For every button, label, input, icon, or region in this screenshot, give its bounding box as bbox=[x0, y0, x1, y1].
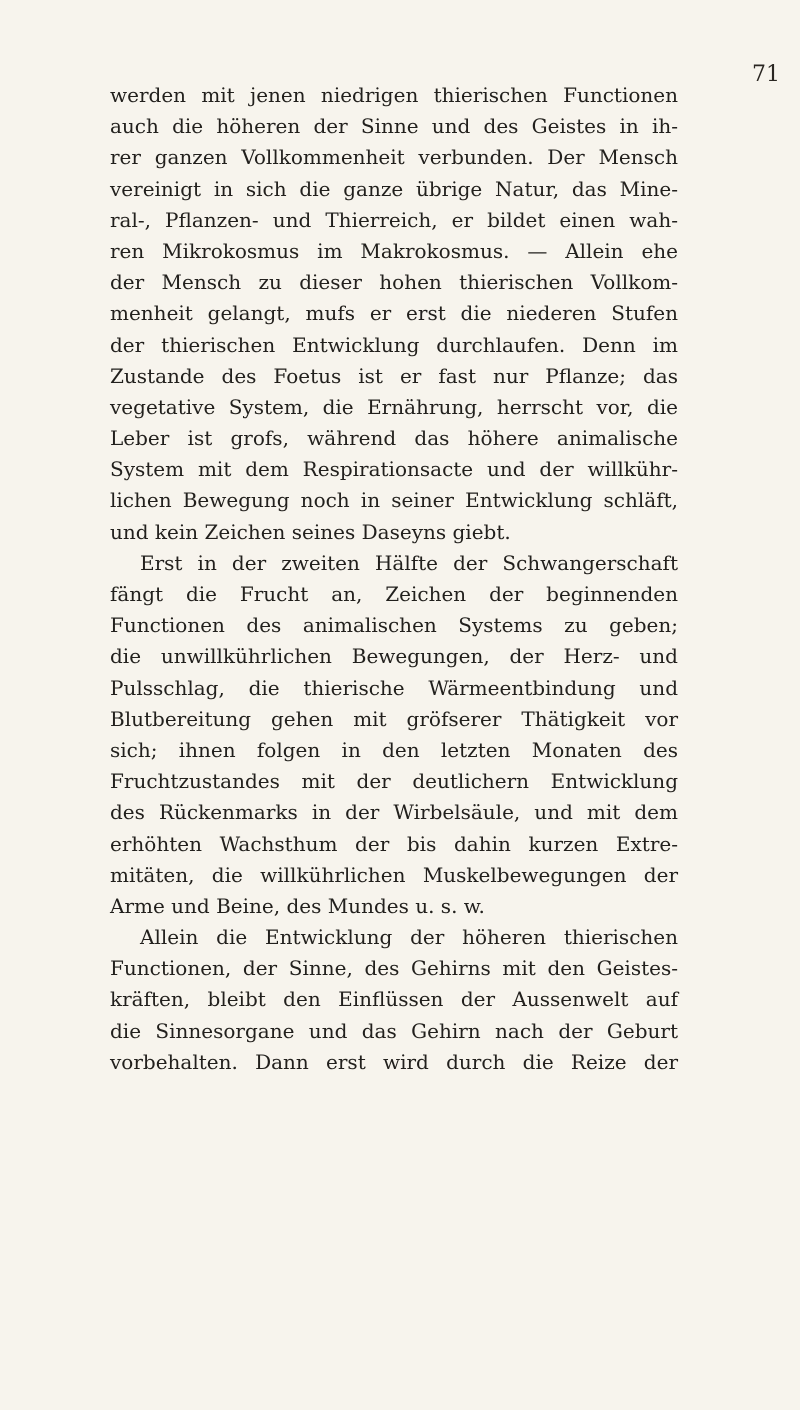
text-line: Erst in der zweiten Hälfte der Schwangerschaft bbox=[140, 550, 678, 575]
text-line: ral-, Pflanzen- und Thierreich, er bildet einen wah- bbox=[110, 207, 678, 232]
paragraph bbox=[110, 922, 678, 1078]
text-line: Functionen des animalischen Systems zu geben; bbox=[110, 613, 678, 638]
text-line: vereinigt in sich die ganze übrige Natur, das Mine- bbox=[110, 176, 678, 201]
text-line: Fruchtzustandes mit der deutlichern Entwicklung bbox=[110, 769, 678, 794]
paragraph bbox=[110, 548, 678, 922]
text-line: vorbehalten. Dann erst wird durch die Reize der bbox=[110, 1049, 678, 1074]
text-line: der Mensch zu dieser hohen thierischen Vollkom- bbox=[110, 270, 678, 295]
text-line: Zustande des Foetus ist er fast nur Pflanze; das bbox=[110, 363, 678, 388]
page-number: 71 bbox=[752, 62, 780, 87]
text-line: mitäten, die willkührlichen Muskelbewegungen der bbox=[110, 862, 678, 887]
text-line: kräften, bleibt den Einflüssen der Aussenwelt auf bbox=[110, 987, 678, 1012]
text-line: die unwillkührlichen Bewegungen, der Herz- und bbox=[110, 644, 678, 669]
text-line: menheit gelangt, mufs er erst die niederen Stufen bbox=[110, 301, 678, 326]
text-line: ren Mikrokosmus im Makrokosmus. — Allein ehe bbox=[110, 238, 678, 263]
text-line: Blutbereitung gehen mit gröfserer Thätigkeit vor bbox=[110, 706, 678, 731]
text-line: auch die höheren der Sinne und des Geistes in ih- bbox=[110, 114, 678, 139]
text-line: die Sinnesorgane und das Gehirn nach der Geburt bbox=[110, 1018, 678, 1043]
text-line: Leber ist grofs, während das höhere animalische bbox=[110, 426, 678, 451]
text-line: und kein Zeichen seines Daseyns giebt. bbox=[110, 519, 511, 544]
text-line: Functionen, der Sinne, des Gehirns mit den Geistes- bbox=[110, 956, 678, 981]
text-line: Pulsschlag, die thierische Wärmeentbindung und bbox=[110, 675, 678, 700]
text-line: erhöhten Wachsthum der bis dahin kurzen Extre- bbox=[110, 831, 678, 856]
text-line: Allein die Entwicklung der höheren thierischen bbox=[140, 925, 678, 950]
text-line: rer ganzen Vollkommenheit verbunden. Der Mensch bbox=[110, 145, 678, 170]
text-line: lichen Bewegung noch in seiner Entwicklung schläft, bbox=[110, 488, 678, 513]
text-line: werden mit jenen niedrigen thierischen Functionen bbox=[110, 83, 678, 107]
text-line: der thierischen Entwicklung durchlaufen. Denn im bbox=[110, 332, 678, 357]
text-line: des Rückenmarks in der Wirbelsäule, und mit dem bbox=[110, 800, 678, 825]
paragraph bbox=[110, 80, 678, 548]
text-line: sich; ihnen folgen in den letzten Monaten des bbox=[110, 737, 678, 762]
body-text bbox=[110, 80, 678, 1078]
text-line: fängt die Frucht an, Zeichen der beginnenden bbox=[110, 582, 678, 606]
text-line: Arme und Beine, des Mundes u. s. w. bbox=[110, 893, 485, 918]
text-line: System mit dem Respirationsacte und der willkühr- bbox=[110, 457, 678, 482]
text-line: vegetative System, die Ernährung, herrscht vor, die bbox=[110, 394, 678, 419]
